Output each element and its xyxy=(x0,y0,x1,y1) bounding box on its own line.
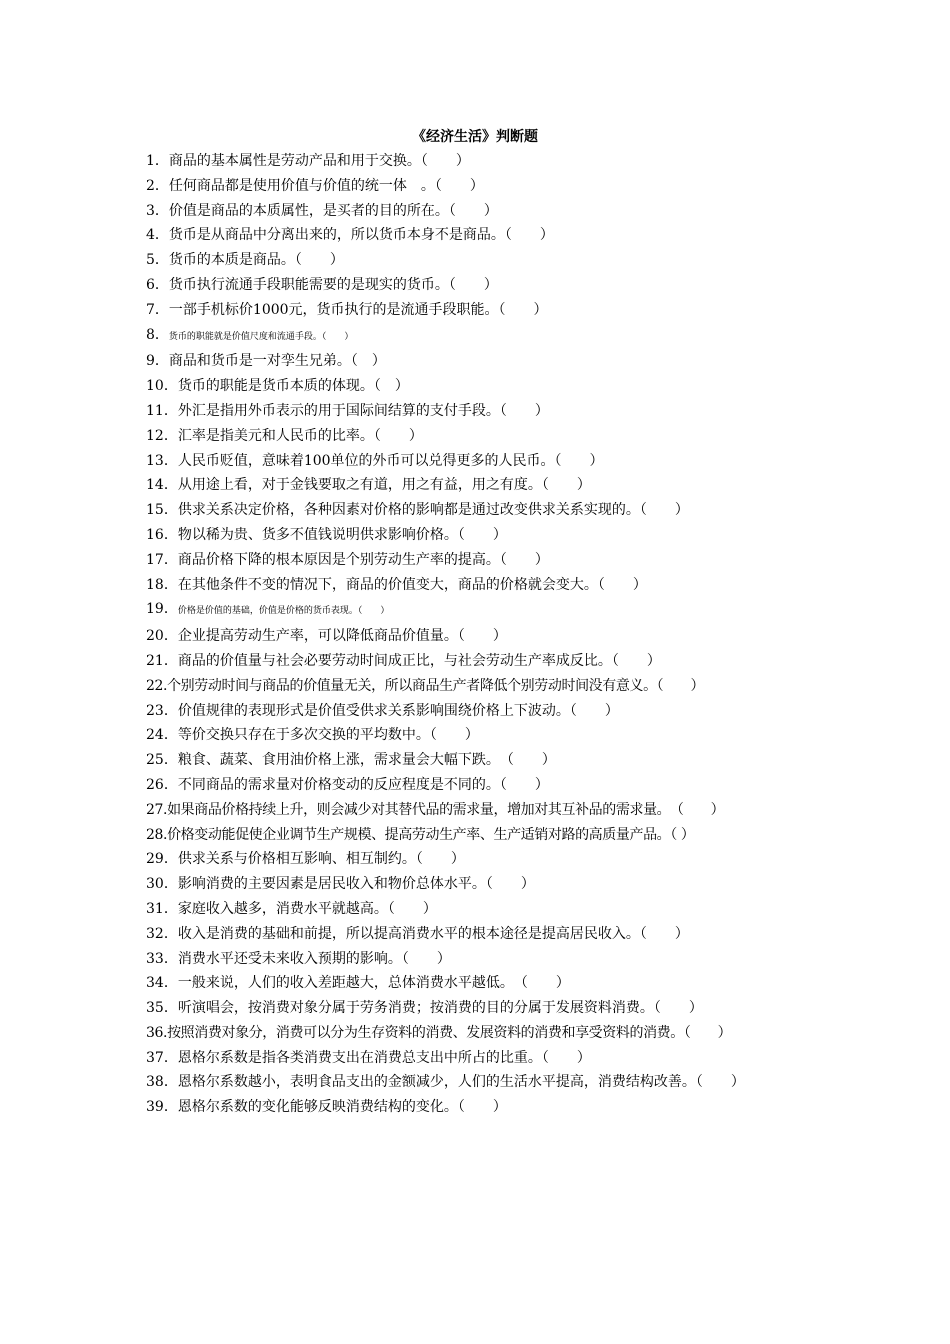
document-title: 《经济生活》判断题 xyxy=(412,129,538,145)
question-number: 7． xyxy=(146,301,169,318)
question-item xyxy=(146,996,810,1021)
question-item xyxy=(146,349,810,374)
question-text: 价格是价值的基础，价值是价格的货币表现。（ ） xyxy=(177,606,390,617)
question-text: 货币执行流通手段职能需要的是现实的货币。（ ） xyxy=(168,276,498,293)
question-text: 人民币贬值，意味着100单位的外币可以兑得更多的人民币。（ ） xyxy=(177,452,604,469)
question-number: 11． xyxy=(146,402,178,419)
question-item xyxy=(146,699,810,724)
question-number: 1． xyxy=(146,153,169,169)
question-item xyxy=(146,449,810,474)
question-number: 6． xyxy=(146,276,169,293)
question-item xyxy=(146,149,810,174)
question-item xyxy=(146,847,810,872)
question-item xyxy=(146,1095,810,1120)
question-text: 商品价格下降的根本原因是个别劳动生产率的提高。（ ） xyxy=(177,551,549,568)
question-list xyxy=(146,149,810,1120)
question-number: 27. xyxy=(146,801,168,818)
question-number: 34． xyxy=(146,975,178,992)
question-item xyxy=(146,548,810,573)
question-text: 恩格尔系数越小，表明食品支出的金额减少，人们的生活水平提高，消费结构改善。（ ） xyxy=(177,1074,745,1091)
question-text: 供求关系决定价格，各种因素对价格的影响都是通过改变供求关系实现的。（ ） xyxy=(177,502,689,519)
question-text: 汇率是指美元和人民币的比率。（ ） xyxy=(177,427,423,444)
question-item xyxy=(146,597,810,624)
question-number: 32． xyxy=(146,925,178,942)
question-number: 29． xyxy=(146,851,178,868)
question-item xyxy=(146,174,810,199)
question-number: 35． xyxy=(146,1000,178,1017)
question-text: 个别劳动时间与商品的价值量无关，所以商品生产者降低个别劳动时间没有意义。（ ） xyxy=(167,677,705,694)
question-text: 按照消费对象分，消费可以分为生存资料的消费、发展资料的消费和享受资料的消费。（ ） xyxy=(167,1024,732,1041)
question-item xyxy=(146,298,810,323)
question-text: 在其他条件不变的情况下，商品的价值变大，商品的价格就会变大。（ ） xyxy=(177,576,647,593)
question-number: 12． xyxy=(146,427,178,444)
question-text: 货币的本质是商品。（ ） xyxy=(168,252,344,269)
question-number: 20． xyxy=(146,628,178,645)
question-item xyxy=(146,971,810,996)
question-number: 24． xyxy=(146,727,178,744)
question-item xyxy=(146,573,810,598)
question-text: 商品的价值量与社会必要劳动时间成正比，与社会劳动生产率成反比。（ ） xyxy=(177,652,661,669)
question-text: 一部手机标价1000元，货币执行的是流通手段职能。（ ） xyxy=(168,301,548,318)
question-number: 8． xyxy=(146,326,169,343)
question-number: 9． xyxy=(146,353,169,370)
question-item xyxy=(146,823,810,848)
question-item xyxy=(146,674,810,699)
question-item xyxy=(146,374,810,399)
question-text: 恩格尔系数的变化能够反映消费结构的变化。（ ） xyxy=(177,1099,507,1116)
question-text: 价值规律的表现形式是价值受供求关系影响围绕价格上下波动。（ ） xyxy=(177,702,619,719)
question-text: 供求关系与价格相互影响、相互制约。（ ） xyxy=(177,851,465,868)
question-item xyxy=(146,947,810,972)
question-text: 企业提高劳动生产率，可以降低商品价值量。（ ） xyxy=(177,628,507,645)
question-text: 家庭收入越多，消费水平就越高。（ ） xyxy=(177,900,437,917)
question-text: 等价交换只存在于多次交换的平均数中。（ ） xyxy=(177,727,479,744)
question-number: 31． xyxy=(146,900,178,917)
question-text: 货币的职能是货币本质的体现。（ ） xyxy=(177,378,409,395)
question-item xyxy=(146,498,810,523)
question-number: 13． xyxy=(146,452,178,469)
question-item xyxy=(146,872,810,897)
question-number: 15． xyxy=(146,502,178,519)
question-number: 28. xyxy=(146,826,168,843)
question-number: 21． xyxy=(146,652,178,669)
question-item xyxy=(146,897,810,922)
question-number: 18． xyxy=(146,576,178,593)
question-number: 30． xyxy=(146,876,178,893)
question-item xyxy=(146,723,810,748)
question-item xyxy=(146,1021,810,1046)
question-number: 19． xyxy=(146,601,178,618)
question-number: 25． xyxy=(146,752,178,769)
question-number: 17． xyxy=(146,551,178,568)
question-item xyxy=(146,273,810,298)
question-text: 任何商品都是使用价值与价值的统一体 。（ ） xyxy=(168,177,484,194)
question-text: 外汇是指用外币表示的用于国际间结算的支付手段。（ ） xyxy=(177,402,549,419)
question-text: 商品的基本属性是劳动产品和用于交换。（ ） xyxy=(168,153,470,169)
question-item xyxy=(146,1046,810,1071)
question-text: 影响消费的主要因素是居民收入和物价总体水平。（ ） xyxy=(177,876,535,893)
question-number: 36. xyxy=(146,1024,168,1041)
question-text: 从用途上看，对于金钱要取之有道，用之有益，用之有度。（ ） xyxy=(177,477,591,494)
question-text: 货币是从商品中分离出来的，所以货币本身不是商品。（ ） xyxy=(168,227,554,244)
question-item xyxy=(146,399,810,424)
question-text: 价值是商品的本质属性，是买者的目的所在。（ ） xyxy=(168,202,498,219)
question-text: 粮食、蔬菜、食用油价格上涨，需求量会大幅下跌。 （ ） xyxy=(177,752,556,769)
question-item xyxy=(146,248,810,273)
question-item xyxy=(146,1070,810,1095)
question-number: 5． xyxy=(146,252,169,269)
question-number: 23． xyxy=(146,702,178,719)
question-text: 消费水平还受未来收入预期的影响。（ ） xyxy=(177,950,451,967)
question-number: 4． xyxy=(146,227,169,244)
question-text: 收入是消费的基础和前提，所以提高消费水平的根本途径是提高居民收入。（ ） xyxy=(177,925,689,942)
question-number: 16． xyxy=(146,526,178,543)
question-item xyxy=(146,798,810,823)
question-number: 37． xyxy=(146,1049,178,1066)
question-number: 33． xyxy=(146,950,178,967)
question-item xyxy=(146,323,810,350)
question-number: 2． xyxy=(146,177,169,194)
question-number: 39． xyxy=(146,1099,178,1116)
question-text: 一般来说，人们的收入差距越大，总体消费水平越低。 （ ） xyxy=(177,975,570,992)
question-text: 如果商品价格持续上升，则会减少对其替代品的需求量，增加对其互补品的需求量。 （ ） xyxy=(167,801,725,818)
question-number: 38． xyxy=(146,1074,178,1091)
question-item xyxy=(146,473,810,498)
question-text: 不同商品的需求量对价格变动的反应程度是不同的。（ ） xyxy=(177,776,549,793)
question-text: 恩格尔系数是指各类消费支出在消费总支出中所占的比重。（ ） xyxy=(177,1049,591,1066)
question-item xyxy=(146,223,810,248)
question-number: 14． xyxy=(146,477,178,494)
question-number: 3． xyxy=(146,202,169,219)
question-text: 价格变动能促使企业调节生产规模、提高劳动生产率、生产适销对路的高质量产品。（ ） xyxy=(167,826,695,843)
question-item xyxy=(146,649,810,674)
question-number: 26． xyxy=(146,776,178,793)
question-item xyxy=(146,199,810,224)
question-text: 货币的职能就是价值尺度和流通手段。（ ） xyxy=(168,331,354,342)
question-item xyxy=(146,523,810,548)
question-item xyxy=(146,424,810,449)
question-number: 22. xyxy=(146,677,168,694)
question-item xyxy=(146,748,810,773)
question-number: 10． xyxy=(146,378,178,395)
question-text: 听演唱会，按消费对象分属于劳务消费；按消费的目的分属于发展资料消费。（ ） xyxy=(177,1000,703,1017)
question-item xyxy=(146,624,810,649)
question-item xyxy=(146,922,810,947)
question-text: 物以稀为贵、货多不值钱说明供求影响价格。（ ） xyxy=(177,526,507,543)
question-item xyxy=(146,773,810,798)
question-text: 商品和货币是一对孪生兄弟。（ ） xyxy=(168,353,386,370)
